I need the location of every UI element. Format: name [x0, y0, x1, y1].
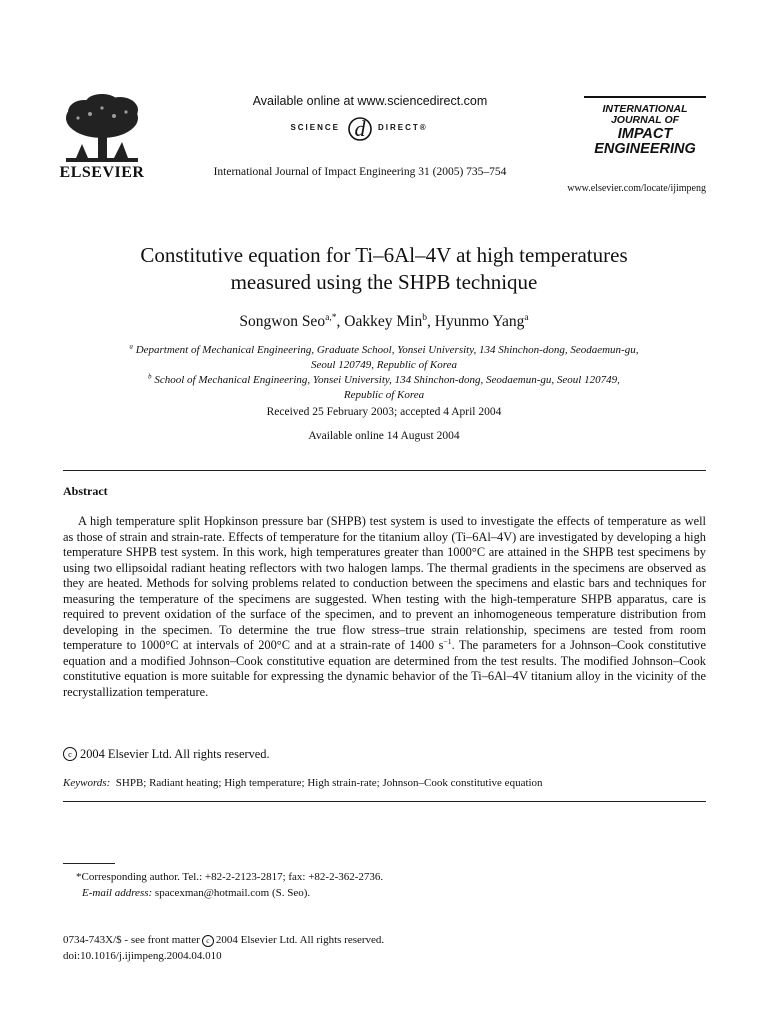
copyright-text: 2004 Elsevier Ltd. All rights reserved.: [80, 747, 270, 761]
affiliation-line: School of Mechanical Engineering, Yonsei University, 134 Shinchon-dong, Seodaemun-gu, Seoul 120749,: [154, 374, 620, 386]
masthead-line-3: IMPACT: [617, 126, 673, 143]
author-affiliation-mark: b: [422, 311, 428, 323]
author-name[interactable]: Hyunmo Yang: [434, 313, 525, 330]
corresponding-author-note: *Corresponding author. Tel.: +82-2-2123-2817; fax: +82-2-362-2736.: [76, 871, 384, 883]
sd-logo-left: SCIENCE: [290, 123, 340, 132]
email-note: [82, 887, 310, 899]
abstract-body: [63, 514, 706, 700]
affiliation-line: Seoul 120749, Republic of Korea: [311, 359, 457, 371]
title-line-2: measured using the SHPB technique: [230, 270, 538, 294]
author-affiliation-mark: a,*: [325, 311, 337, 323]
masthead-line-4: ENGINEERING: [594, 141, 696, 158]
masthead-rule: [584, 96, 706, 98]
svg-text:d: d: [354, 116, 366, 141]
title-line-1: Constitutive equation for Ti–6Al–4V at high temperatures: [140, 243, 628, 267]
sd-logo-right: DIRECT®: [378, 123, 428, 132]
issn-text: 0734-743X/$ - see front matter: [63, 934, 200, 946]
copyright-icon: c: [202, 935, 214, 947]
affiliation-mark: b: [148, 373, 152, 381]
affiliation-mark: a: [129, 343, 133, 351]
paper-title: [70, 242, 698, 296]
divider: [63, 470, 706, 471]
sciencedirect-logo: [250, 112, 490, 144]
journal-masthead: [584, 96, 706, 157]
sciencedirect-d-icon: [344, 112, 376, 144]
abstract-superscript: −1: [443, 636, 452, 646]
author-affiliation-mark: a: [524, 311, 529, 323]
email-label: E-mail address:: [82, 887, 153, 899]
doi-link[interactable]: doi:10.1016/j.ijimpeng.2004.04.010: [63, 950, 222, 962]
abstract-text: A high temperature split Hopkinson pressure bar (SHPB) test system is used to investigate the effects of temperature as well as those of strain and strain-rate. Effects of temperature for the titanium alloy (Ti–6Al–4V) are investigated by developing a high temperature SHPB test system. In this work, high temperatures greater than 1000°C are attained in the SHPB test specimens by using two ellipsoidal radiant heating reflectors with two halogen lamps. The thermal gradients in the specimens are observed as they are heated. Methods for solving problems related to conduction between the specimens and elastic bars and techniques for measuring the temperature of the specimens are suggested. When testing with the high-temperature SHPB apparatus, care is required to prevent oxidation of the surface of the specimen, and to prevent an inhomogeneous temperature distribution from developing in the specimen. To determine the true flow stress–true strain relationship, specimens are tested from room temperature to 1000°C at intervals of 200°C and at a strain-rate of 1400 s: [63, 514, 706, 652]
abstract-copyright: [63, 747, 270, 762]
abstract-heading: Abstract: [63, 484, 108, 498]
email-link[interactable]: spacexman@hotmail.com (S. Seo).: [154, 887, 311, 899]
keywords-label: Keywords:: [63, 777, 111, 789]
author-name[interactable]: Songwon Seo: [239, 313, 326, 330]
affiliation-line: Republic of Korea: [343, 389, 425, 401]
affiliation-a: [74, 343, 694, 373]
received-dates: Received 25 February 2003; accepted 4 April 2004: [266, 406, 502, 418]
keywords-list: SHPB; Radiant heating; High temperature; High strain-rate; Johnson–Cook constitutive equation: [115, 777, 543, 789]
abstract-text-continued: . The parameters for a Johnson–Cook constitutive equation and a modified Johnson–Cook constitutive equation are determined from the test results. The modified Johnson–Cook constitutive equation is more suitable for expressing the dynamic behavior of the Ti–6Al–4V titanium alloy in the vicinity of the recrystallization temperature.: [63, 638, 706, 699]
journal-citation: International Journal of Impact Engineering 31 (2005) 735–754: [213, 166, 507, 178]
divider: [63, 801, 706, 802]
affiliation-b: [74, 373, 694, 403]
online-date: Available online 14 August 2004: [308, 430, 460, 442]
author-name[interactable]: Oakkey Min: [344, 313, 423, 330]
author-list: Songwon Seo$^{a,*}$, Oakkey Min$^b$, Hyunmo Yang$^a$: [239, 311, 529, 330]
journal-url-link[interactable]: www.elsevier.com/locate/ijimpeng: [567, 183, 706, 194]
front-matter-copyright: 2004 Elsevier Ltd. All rights reserved.: [215, 934, 385, 946]
affiliation-line: Department of Mechanical Engineering, Graduate School, Yonsei University, 134 Shinchon-dong, Seodaemun-gu,: [135, 344, 639, 356]
masthead-line-1: INTERNATIONAL: [602, 103, 688, 115]
front-matter-line: [63, 934, 384, 947]
publisher-name: ELSEVIER: [59, 164, 145, 181]
keywords: [63, 777, 706, 789]
copyright-icon: c: [63, 747, 77, 761]
masthead-line-2: JOURNAL OF: [610, 114, 680, 127]
sciencedirect-availability: Available online at www.sciencedirect.com: [252, 94, 488, 108]
footnote-rule: [63, 863, 115, 864]
